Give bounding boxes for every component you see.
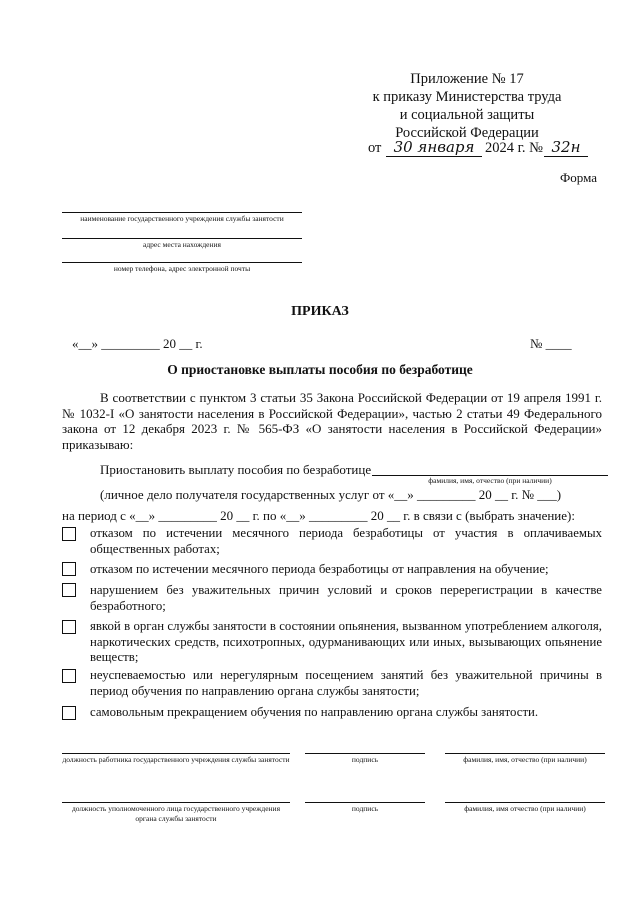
appendix-ref-line-2: и социальной защиты bbox=[399, 107, 535, 123]
option-checkbox-1[interactable] bbox=[62, 527, 76, 541]
signature-name-line-2 bbox=[445, 802, 605, 803]
handwritten-date: 30 января bbox=[393, 138, 475, 156]
year-number-label: 2024 г. № bbox=[485, 140, 544, 156]
date-prefix: от bbox=[368, 140, 382, 156]
option-checkbox-3[interactable] bbox=[62, 583, 76, 597]
org-contacts-line bbox=[62, 262, 302, 263]
order-number: № ____ bbox=[530, 336, 572, 351]
option-text-1: отказом по истечении месячного периода безработицы от участия в оплачиваемых общественных работах; bbox=[90, 526, 602, 556]
appendix-ref-line-3: Российской Федерации bbox=[395, 125, 539, 141]
org-address-caption: адрес места нахождения bbox=[143, 240, 221, 249]
signature-sign-line-1 bbox=[305, 753, 425, 754]
date-underline bbox=[386, 156, 482, 157]
option-text-4: явкой в орган службы занятости в состоянии опьянения, вызванном употреблением алкоголя, наркотических средств, психотропных, одурманивающих или иных, вызывающих опьянение веществ; bbox=[90, 619, 602, 664]
signature-name-caption-1: фамилия, имя, отчество (при наличии) bbox=[463, 755, 587, 764]
option-checkbox-5[interactable] bbox=[62, 669, 76, 683]
signature-sign-caption-2: подпись bbox=[351, 804, 379, 813]
signature-position-caption-1: должность работника государственного учреждения службы занятости bbox=[62, 755, 290, 764]
org-address-line bbox=[62, 238, 302, 239]
number-underline bbox=[544, 156, 588, 157]
option-text-5: неуспеваемостью или нерегулярным посещением занятий без уважительной причины в период обучения по направлению органа службы занятости; bbox=[90, 668, 602, 698]
suspend-text: Приостановить выплату пособия по безработице bbox=[100, 462, 372, 477]
org-contacts-caption: номер телефона, адрес электронной почты bbox=[113, 264, 251, 273]
signature-position-line-1 bbox=[62, 753, 290, 754]
form-label: Форма bbox=[560, 170, 597, 185]
handwritten-number: 32н bbox=[551, 138, 581, 156]
signature-name-line-1 bbox=[445, 753, 605, 754]
document-title: ПРИКАЗ bbox=[291, 304, 349, 319]
signature-sign-caption-1: подпись bbox=[351, 755, 379, 764]
signature-position-caption-2: должность уполномоченного лица государственного учреждения органа службы занятости bbox=[71, 804, 281, 823]
option-checkbox-4[interactable] bbox=[62, 620, 76, 634]
option-text-2: отказом по истечении месячного периода безработицы от направления на обучение; bbox=[90, 562, 549, 576]
personal-file-line: (личное дело получателя государственных услуг от «__» _________ 20 __ г. № ___) bbox=[100, 487, 562, 502]
org-name-line bbox=[62, 212, 302, 213]
order-subject: О приостановке выплаты пособия по безработице bbox=[167, 362, 473, 377]
appendix-ref-line-1: к приказу Министерства труда bbox=[372, 89, 562, 105]
option-text-6: самовольным прекращением обучения по направлению органа службы занятости. bbox=[90, 705, 539, 719]
appendix-date-line bbox=[368, 140, 598, 162]
signature-name-caption-2: фамилия, имя отчество (при наличии) bbox=[464, 804, 586, 813]
intro-paragraph: В соответствии с пунктом 3 статьи 35 Закона Российской Федерации от 19 апреля 1991 г. № 1032-I «О занятости населения в Российской Федерации», частью 2 статьи 49 Федерального закона от 12 декабря 2023 г. № 565-ФЗ «О занятости населения в Российской Федерации» приказываю: bbox=[62, 390, 602, 452]
order-date: «__» _________ 20 __ г. bbox=[72, 336, 203, 351]
option-checkbox-2[interactable] bbox=[62, 562, 76, 576]
org-name-caption: наименование государственного учреждения службы занятости bbox=[80, 214, 284, 223]
fio-caption: фамилия, имя, отчество (при наличии) bbox=[428, 476, 552, 485]
option-text-3: нарушением без уважительных причин условий и сроков перерегистрации в качестве безработного; bbox=[90, 583, 602, 613]
signature-sign-line-2 bbox=[305, 802, 425, 803]
period-line: на период с «__» _________ 20 __ г. по «__» _________ 20 __ г. в связи с (выбрать значение): bbox=[62, 508, 575, 523]
option-checkbox-6[interactable] bbox=[62, 706, 76, 720]
signature-position-line-2 bbox=[62, 802, 290, 803]
appendix-number: Приложение № 17 bbox=[410, 71, 524, 87]
